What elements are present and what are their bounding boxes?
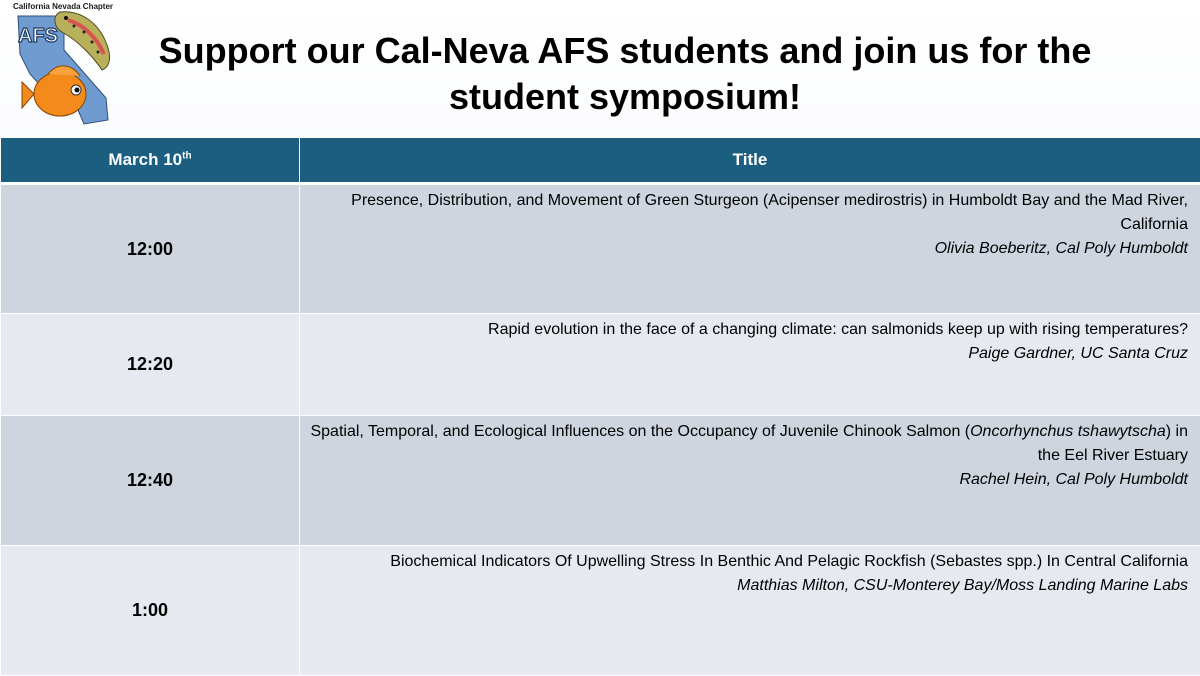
talk-cell bbox=[300, 546, 1200, 676]
table-row bbox=[1, 184, 1200, 314]
table-row bbox=[1, 314, 1200, 416]
talk-title-species: Oncorhynchus tshawytscha bbox=[970, 423, 1166, 440]
table-header-row bbox=[1, 138, 1200, 184]
title-header: Title bbox=[300, 138, 1200, 184]
talk-time: 12:40 bbox=[1, 416, 300, 546]
talk-title bbox=[310, 420, 1188, 468]
chapter-logo bbox=[8, 2, 118, 130]
date-header-suffix: th bbox=[182, 150, 191, 161]
talk-time: 12:20 bbox=[1, 314, 300, 416]
talk-title: Rapid evolution in the face of a changing climate: can salmonids keep up with rising temperatures? bbox=[310, 318, 1188, 342]
logo-caption: California Nevada Chapter bbox=[8, 2, 118, 11]
talk-author: Rachel Hein, Cal Poly Humboldt bbox=[310, 468, 1188, 492]
logo-graphic bbox=[8, 2, 118, 130]
page-title bbox=[120, 28, 1130, 120]
talk-cell bbox=[300, 416, 1200, 546]
date-header-label: March 10 bbox=[108, 150, 182, 169]
symposium-schedule-table bbox=[0, 137, 1200, 676]
talk-cell bbox=[300, 314, 1200, 416]
talk-author: Olivia Boeberitz, Cal Poly Humboldt bbox=[310, 237, 1188, 261]
logo-afs-text: AFS bbox=[18, 25, 58, 47]
talk-title: Biochemical Indicators Of Upwelling Stress In Benthic And Pelagic Rockfish (Sebastes spp.) In Central California bbox=[310, 550, 1188, 574]
title-line-2: student symposium! bbox=[120, 74, 1130, 120]
talk-author: Paige Gardner, UC Santa Cruz bbox=[310, 342, 1188, 366]
talk-time: 12:00 bbox=[1, 184, 300, 314]
talk-time: 1:00 bbox=[1, 546, 300, 676]
title-line-1: Support our Cal-Neva AFS students and join us for the bbox=[120, 28, 1130, 74]
talk-title: Presence, Distribution, and Movement of Green Sturgeon (Acipenser medirostris) in Humboldt Bay and the Mad River, California bbox=[310, 189, 1188, 237]
talk-title-part1: Spatial, Temporal, and Ecological Influences on the Occupancy of Juvenile Chinook Salmon ( bbox=[310, 423, 970, 440]
talk-cell bbox=[300, 184, 1200, 314]
talk-author: Matthias Milton, CSU-Monterey Bay/Moss Landing Marine Labs bbox=[310, 574, 1188, 598]
table-row bbox=[1, 416, 1200, 546]
date-header bbox=[1, 138, 300, 184]
table-row bbox=[1, 546, 1200, 676]
talk-title-part2: ) in the Eel River Estuary bbox=[1038, 423, 1188, 464]
